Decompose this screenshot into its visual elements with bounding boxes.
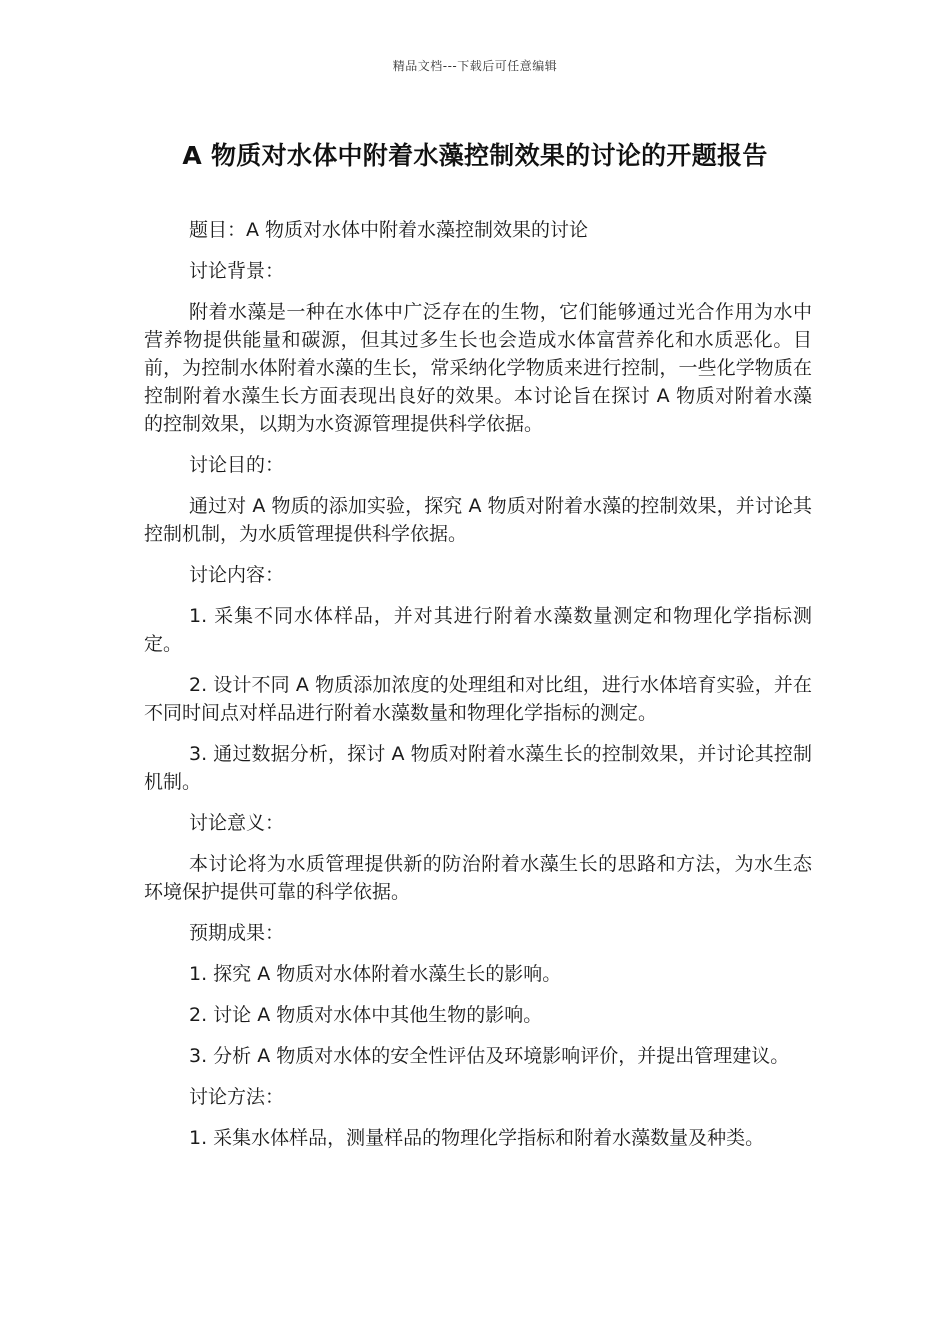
heading-methods: 讨论方法： (189, 1086, 285, 1108)
list-item: 1. 探究 A 物质对水体附着水藻生长的影响。 (189, 963, 562, 985)
paragraph-significance: 本讨论将为水质管理提供新的防治附着水藻生长的思路和方法，为水生态环境保护提供可靠的科学依据。 (144, 853, 812, 903)
list-item: 1. 采集不同水体样品，并对其进行附着水藻数量测定和物理化学指标测定。 (144, 605, 812, 655)
heading-purpose: 讨论目的： (189, 454, 285, 476)
list-item: 3. 分析 A 物质对水体的安全性评估及环境影响评价，并提出管理建议。 (189, 1045, 790, 1067)
document-body (144, 216, 812, 1165)
header-note: 精品文档---下载后可任意编辑 (392, 59, 558, 73)
document-title: A 物质对水体中附着水藻控制效果的讨论的开题报告 (182, 141, 768, 170)
list-item: 1. 采集水体样品，测量样品的物理化学指标和附着水藻数量及种类。 (189, 1127, 765, 1149)
paragraph-topic: 题目：A 物质对水体中附着水藻控制效果的讨论 (189, 219, 589, 241)
list-item: 2. 设计不同 A 物质添加浓度的处理组和对比组，进行水体培育实验，并在不同时间点对样品进行附着水藻数量和物理化学指标的测定。 (144, 674, 812, 724)
heading-significance: 讨论意义： (189, 812, 285, 834)
heading-background: 讨论背景： (189, 260, 285, 282)
heading-content: 讨论内容： (189, 564, 285, 586)
list-item: 2. 讨论 A 物质对水体中其他生物的影响。 (189, 1004, 543, 1026)
paragraph-background: 附着水藻是一种在水体中广泛存在的生物，它们能够通过光合作用为水中营养物提供能量和碳源，但其过多生长也会造成水体富营养化和水质恶化。目前，为控制水体附着水藻的生长，常采纳化学物质来进行控制，一些化学物质在控制附着水藻生长方面表现出良好的效果。本讨论旨在探讨 A 物质对附着水藻的控制效果，以期为水资源管理提供科学依据。 (144, 301, 812, 435)
paragraph-purpose: 通过对 A 物质的添加实验，探究 A 物质对附着水藻的控制效果，并讨论其控制机制，为水质管理提供科学依据。 (144, 495, 812, 545)
list-item: 3. 通过数据分析，探讨 A 物质对附着水藻生长的控制效果，并讨论其控制机制。 (144, 743, 812, 793)
heading-expected-results: 预期成果： (189, 922, 285, 944)
